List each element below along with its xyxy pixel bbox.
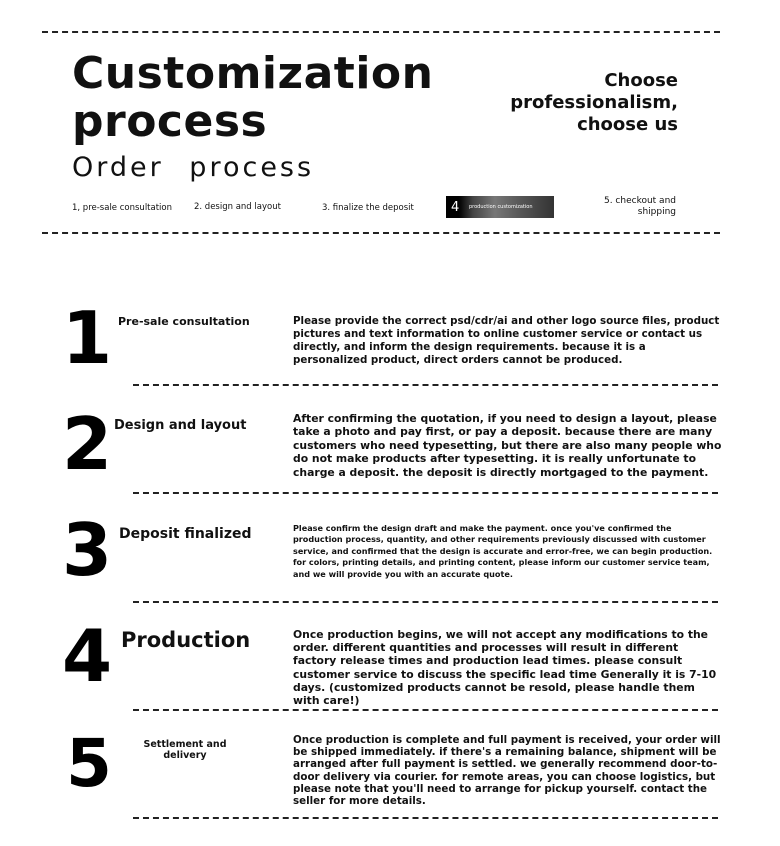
step-1-label: 1, pre-sale consultation — [72, 203, 173, 213]
stage-2-divider — [133, 492, 718, 494]
stage-5-divider — [133, 817, 718, 819]
step-4-number: 4 — [451, 199, 460, 215]
tagline — [510, 70, 678, 136]
stage-2-description: After confirming the quotation, if you need to design a layout, please take a photo and pay first, or pay a deposit. because there are many customers who need typesetting, but there are also many people who do not make products after typesetting. it is really unfortunate to charge a deposit. the deposit is directly mortgaged to the payment. — [293, 412, 722, 479]
step-4-label: production customization — [469, 204, 533, 210]
page-title — [72, 50, 433, 146]
stage-5-description: Once production is complete and full payment is received, your order will be shipped immediately. if there's a remaining balance, shipment will be arranged after full payment is settled. we generally recommend door-to-door delivery via courier. for remote areas, you can choose logistics, but please note that you'll need to arrange for pickup yourself. contact the seller for more details. — [293, 734, 721, 808]
top-divider — [42, 31, 720, 33]
stage-1-number: 1 — [62, 296, 113, 380]
step-5-label: 5. checkout and shipping — [603, 196, 676, 217]
stage-1-divider — [133, 384, 718, 386]
stage-3-title: Deposit finalized — [119, 526, 252, 542]
tagline-line-1: Choose — [604, 70, 678, 91]
page-subtitle: Order process — [72, 152, 315, 183]
stage-1-title: Pre-sale consultation — [118, 315, 250, 328]
tagline-line-2: professionalism, — [510, 92, 678, 113]
stage-3-description: Please confirm the design draft and make the payment. once you've confirmed the production process, quantity, and other requirements previously discussed with customer service, and confirmed that the design is accurate and error-free, we can begin production. for colors, printing details, and printing content, please inform our customer service team, and we will provide you with an accurate quote. — [293, 523, 713, 579]
header-divider — [42, 232, 720, 234]
stage-5-number: 5 — [66, 725, 112, 802]
title-line-1: Customization — [72, 48, 434, 99]
stage-4-description: Once production begins, we will not accept any modifications to the order. different quantities and processes will result in different factory release times and production lead times. please consult customer service to discuss the specific lead time Generally it is 7-10 days. (customized products cannot be resold, please handle them with care!) — [293, 628, 717, 708]
stage-4-number: 4 — [62, 614, 113, 698]
tagline-line-3: choose us — [577, 114, 678, 135]
step-4-highlight — [446, 196, 554, 218]
stage-1-description: Please provide the correct psd/cdr/ai and other logo source files, product pictures and text information to online customer service or contact us directly, and inform the design requirements. because it is a personalized product, direct orders cannot be produced. — [293, 315, 720, 366]
stage-3-number: 3 — [62, 508, 113, 592]
title-line-2: process — [72, 96, 268, 147]
stage-4-divider — [133, 709, 718, 711]
stage-3-divider — [133, 601, 718, 603]
stage-4-title: Production — [121, 628, 251, 652]
stage-2-number: 2 — [62, 402, 113, 486]
stage-2-title: Design and layout — [114, 418, 247, 433]
step-3-label: 3. finalize the deposit — [322, 203, 414, 213]
stage-5-title: Settlement and delivery — [143, 739, 227, 761]
step-2-label: 2. design and layout — [194, 202, 281, 212]
